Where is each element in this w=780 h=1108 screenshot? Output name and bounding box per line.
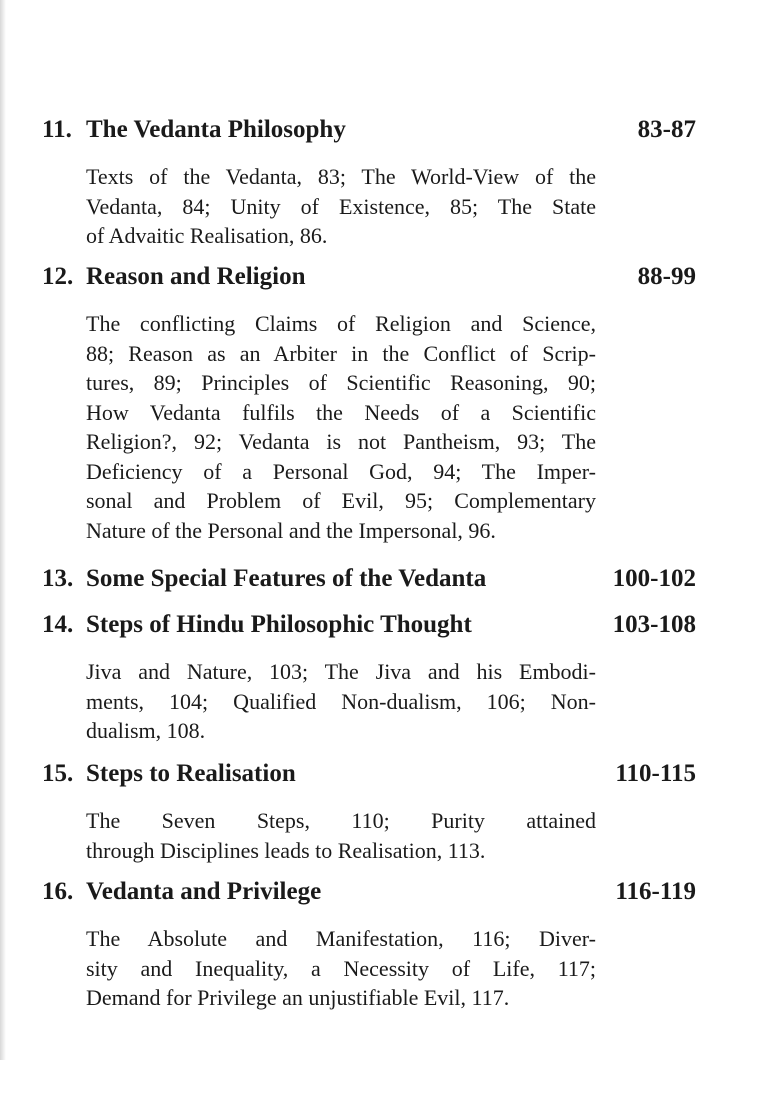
toc-heading (0, 263, 780, 297)
chapter-title: Some Special Features of the Vedanta (86, 565, 487, 592)
chapter-title: Reason and Religion (86, 263, 306, 290)
toc-entry (0, 263, 780, 543)
toc-entry (0, 116, 780, 248)
chapter-number: 15. (42, 760, 74, 787)
toc-heading (0, 878, 780, 912)
toc-heading (0, 760, 780, 794)
summary-line: tures, 89; Principles of Scientific Reasoning, 90; (86, 370, 596, 395)
chapter-title: Vedanta and Privilege (86, 878, 322, 905)
summary-line: Vedanta, 84; Unity of Existence, 85; The State (86, 193, 596, 219)
chapter-title: Steps to Realisation (86, 760, 296, 787)
summary-line: How Vedanta fulfils the Needs of a Scientific (86, 399, 596, 425)
chapter-number: 16. (42, 878, 74, 905)
toc-heading (0, 116, 780, 150)
chapter-summary (86, 657, 596, 746)
summary-line: Nature of the Personal and the Impersonal, 96. (86, 517, 496, 543)
toc-entry (0, 611, 780, 743)
summary-line: The Absolute and Manifestation, 116; Diver- (86, 926, 596, 951)
chapter-title: The Vedanta Philosophy (86, 116, 346, 143)
page-range: 116-119 (615, 878, 696, 905)
summary-line: The Seven Steps, 110; Purity attained (86, 808, 596, 833)
summary-line: 88; Reason as an Arbiter in the Conflict of Scrip- (86, 340, 596, 366)
toc-heading (0, 611, 780, 645)
chapter-summary (86, 309, 596, 545)
summary-line: of Advaitic Realisation, 86. (86, 223, 328, 248)
chapter-number: 12. (42, 263, 74, 290)
summary-line: Deficiency of a Personal God, 94; The Imper- (86, 458, 596, 484)
toc-entry (0, 760, 780, 863)
summary-line: dualism, 108. (86, 718, 206, 743)
chapter-number: 14. (42, 611, 74, 638)
chapter-title: Steps of Hindu Philosophic Thought (86, 611, 472, 638)
toc-entry (0, 565, 780, 599)
page-range: 103-108 (612, 611, 696, 638)
page-range: 100-102 (612, 565, 696, 592)
summary-line: The conflicting Claims of Religion and Science, (86, 311, 596, 336)
summary-line: Jiva and Nature, 103; The Jiva and his Embodi- (86, 659, 596, 684)
summary-line: Texts of the Vedanta, 83; The World-View of the (86, 164, 596, 189)
page-range: 83-87 (637, 116, 696, 143)
chapter-summary (86, 806, 596, 865)
toc-heading (0, 565, 780, 599)
summary-line: sity and Inequality, a Necessity of Life, 117; (86, 955, 596, 981)
chapter-number: 11. (42, 116, 72, 143)
page-range: 88-99 (637, 263, 696, 290)
chapter-summary (86, 924, 596, 1013)
chapter-number: 13. (42, 565, 74, 592)
summary-line: Demand for Privilege an unjustifiable Evil, 117. (86, 985, 510, 1010)
summary-line: sonal and Problem of Evil, 95; Complementary (86, 488, 596, 513)
chapter-summary (86, 162, 596, 251)
summary-line: Religion?, 92; Vedanta is not Pantheism, 93; The (86, 429, 596, 454)
page-range: 110-115 (615, 760, 696, 787)
summary-line: ments, 104; Qualified Non-dualism, 106; Non- (86, 688, 596, 714)
summary-line: through Disciplines leads to Realisation, 113. (86, 837, 486, 863)
toc-entry (0, 878, 780, 1010)
